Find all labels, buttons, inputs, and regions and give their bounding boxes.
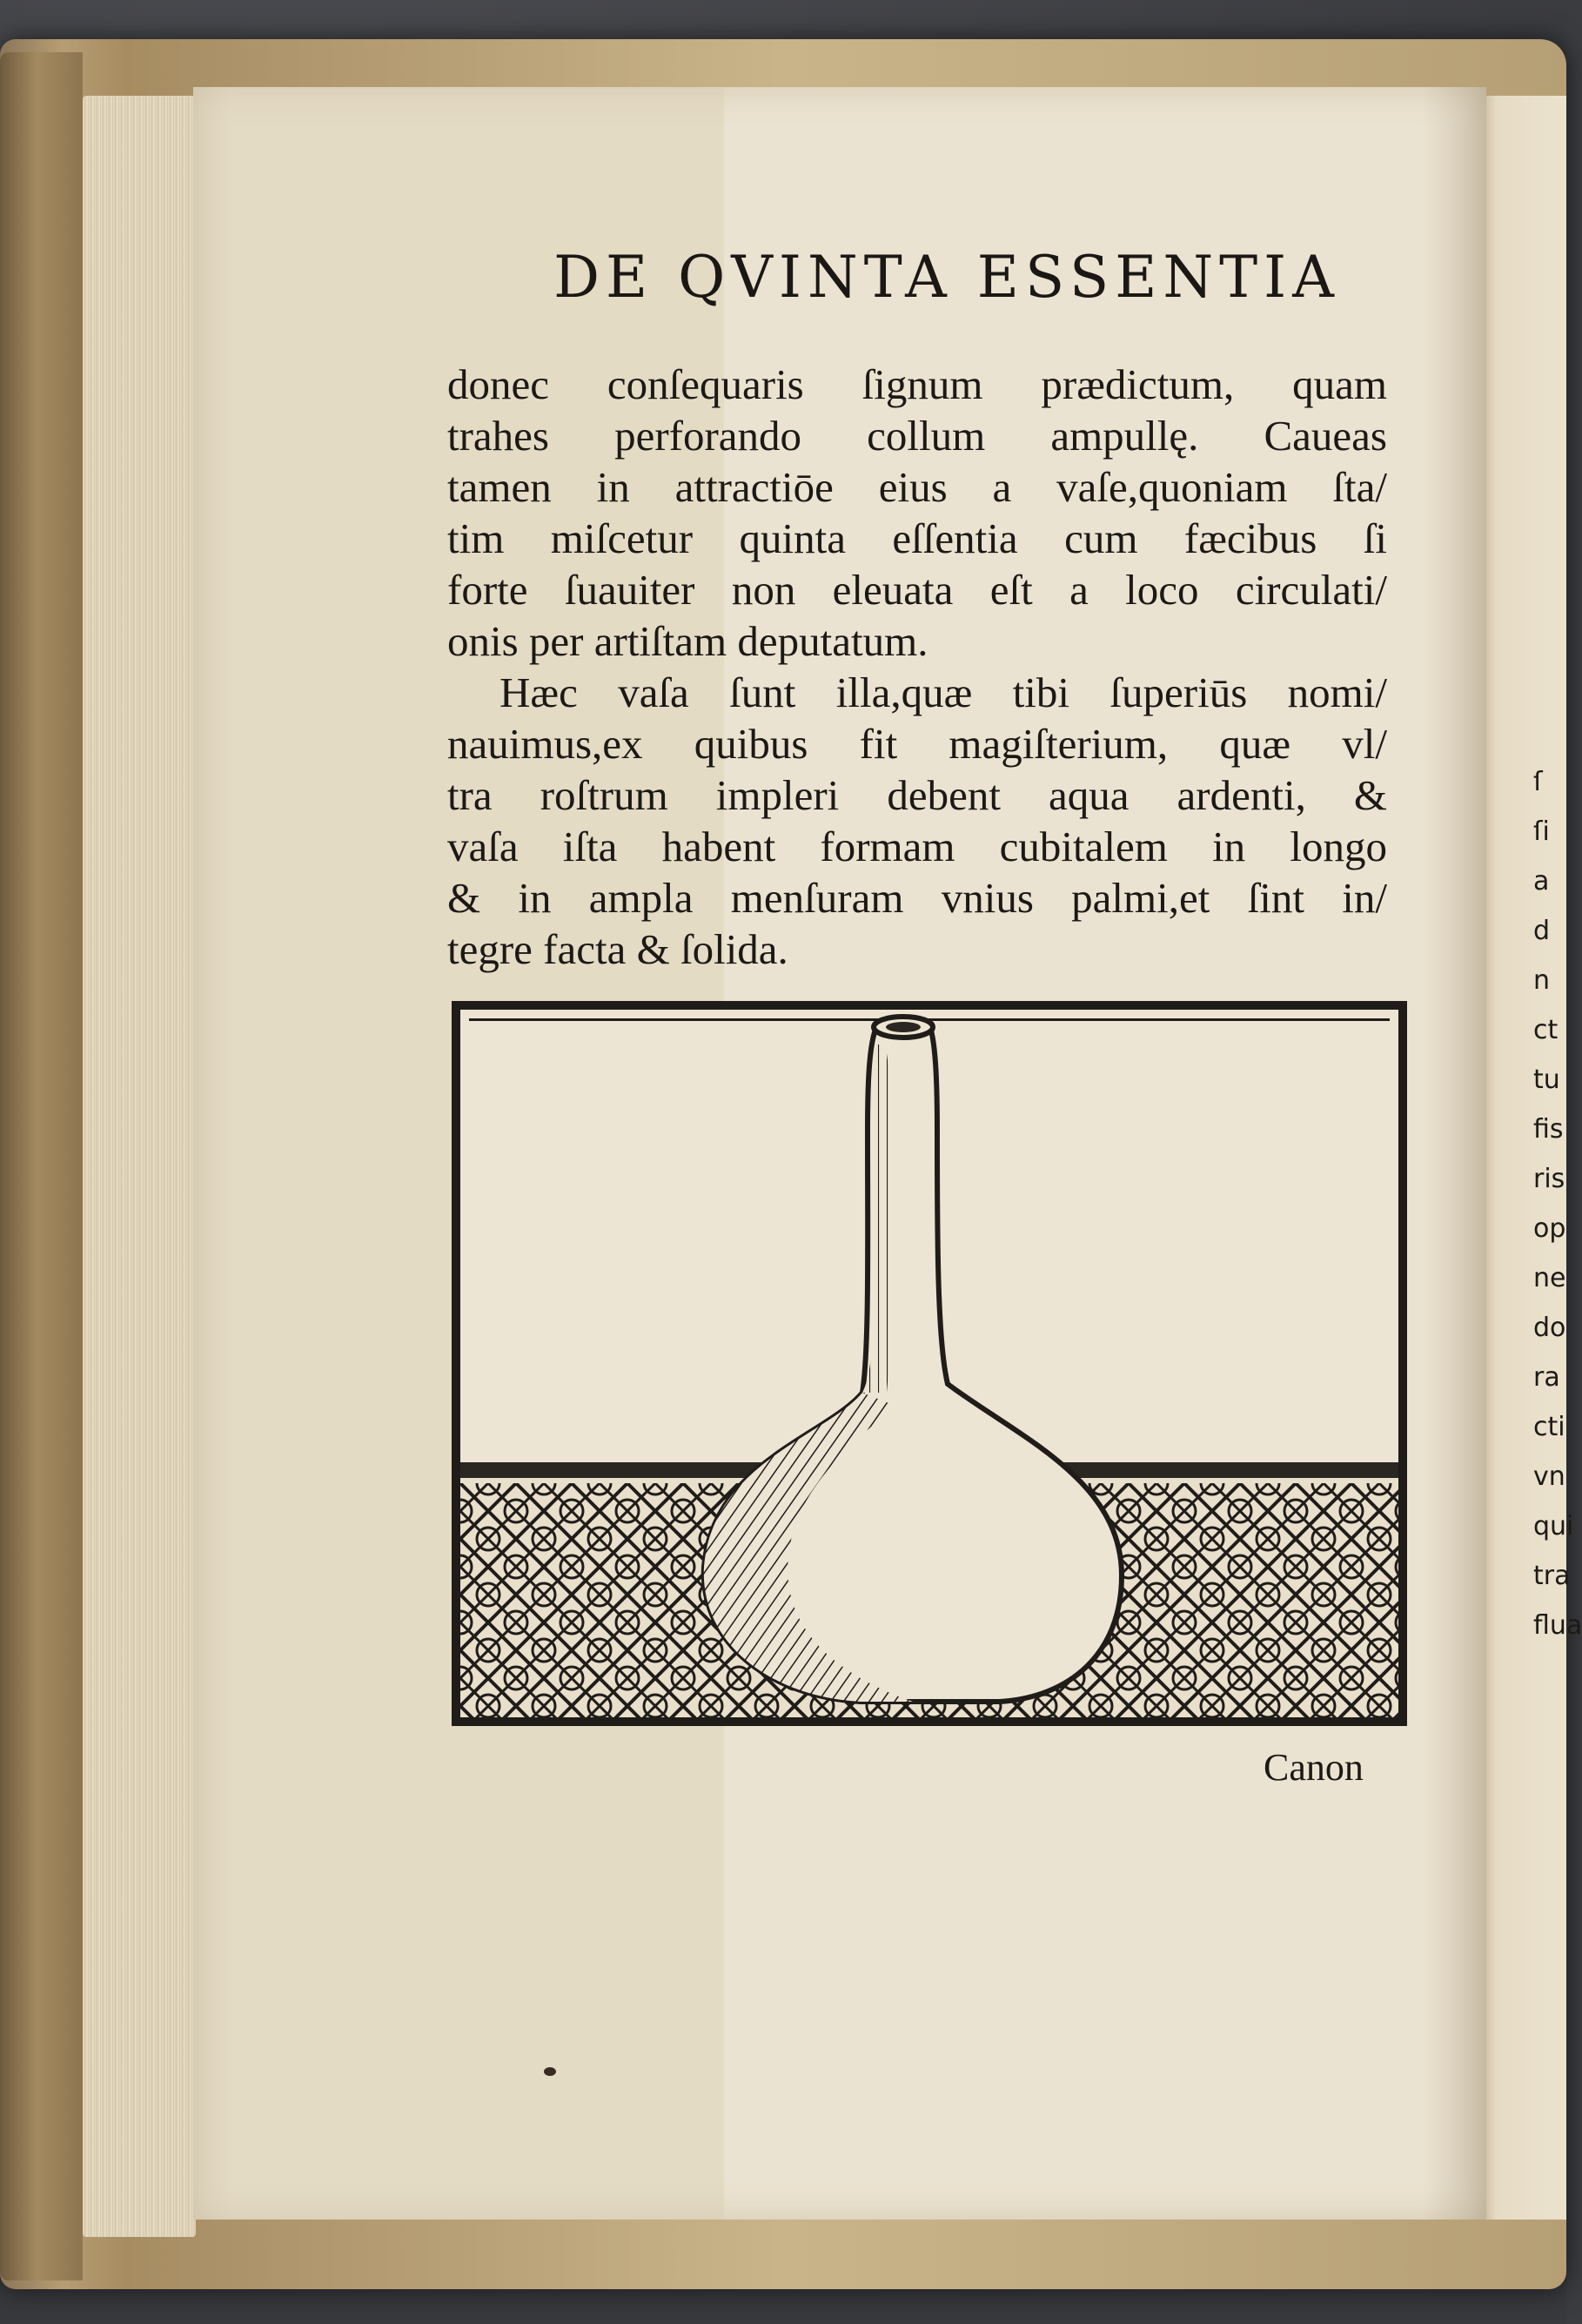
ink-speck bbox=[544, 2067, 556, 2076]
running-head: DE QVINTA ESSENTIA bbox=[553, 244, 1340, 311]
facing-line: qui bbox=[1533, 1511, 1574, 1541]
text-line: trahes perforando collum ampullę. Caueas bbox=[447, 412, 1387, 460]
facing-page-text bbox=[1533, 757, 1582, 1650]
book-page bbox=[193, 87, 1486, 2220]
facing-line: a bbox=[1533, 866, 1550, 897]
facing-line: fis bbox=[1533, 1114, 1564, 1145]
text-line: forte ſuauiter non eleuata eſt a loco circulati/ bbox=[447, 566, 1387, 614]
page-edges bbox=[83, 96, 196, 2237]
text-line: tim miſcetur quinta eſſentia cum fæcibus ſi bbox=[447, 514, 1387, 562]
facing-line: n bbox=[1533, 965, 1551, 996]
facing-line: ris bbox=[1533, 1164, 1565, 1194]
facing-line: flua bbox=[1533, 1610, 1582, 1641]
text-line: onis per artiſtam deputatum. bbox=[447, 617, 928, 665]
facing-line: ſi bbox=[1533, 816, 1550, 847]
facing-line: op bbox=[1533, 1213, 1566, 1244]
body-text bbox=[447, 359, 1387, 975]
facing-line: vn bbox=[1533, 1461, 1565, 1492]
facing-line: d bbox=[1533, 916, 1551, 946]
vessel-woodcut-icon bbox=[460, 1010, 1398, 1717]
facing-line: tra bbox=[1533, 1561, 1571, 1591]
text-line: & in ampla menſuram vnius palmi,et ſint in/ bbox=[447, 874, 1387, 922]
facing-line: cti bbox=[1533, 1412, 1565, 1442]
text-line: vaſa iſta habent formam cubitalem in longo bbox=[447, 823, 1387, 870]
text-line: donec conſequaris ſignum prædictum, quam bbox=[447, 360, 1387, 408]
facing-line: do bbox=[1533, 1313, 1566, 1343]
text-line: Hæc vaſa ſunt illa,quæ tibi ſuperiūs nomi/ bbox=[499, 668, 1387, 716]
facing-line: ra bbox=[1533, 1362, 1560, 1393]
text-line: tra roſtrum impleri debent aqua ardenti, & bbox=[447, 771, 1387, 819]
facing-line: ct bbox=[1533, 1015, 1559, 1045]
book-spine bbox=[0, 52, 83, 2280]
facing-line: ne bbox=[1533, 1263, 1566, 1293]
facing-line: ſ bbox=[1533, 767, 1543, 797]
facing-line: tu bbox=[1533, 1065, 1560, 1095]
text-line: nauimus,ex quibus fit magiſterium, quæ vl/ bbox=[447, 720, 1387, 768]
text-line: tegre facta & ſolida. bbox=[447, 925, 788, 973]
text-line: tamen in attractiōe eius a vaſe,quoniam ſta/ bbox=[447, 463, 1387, 511]
woodcut-illustration bbox=[452, 1001, 1407, 1726]
catchword: Canon bbox=[1264, 1746, 1364, 1789]
